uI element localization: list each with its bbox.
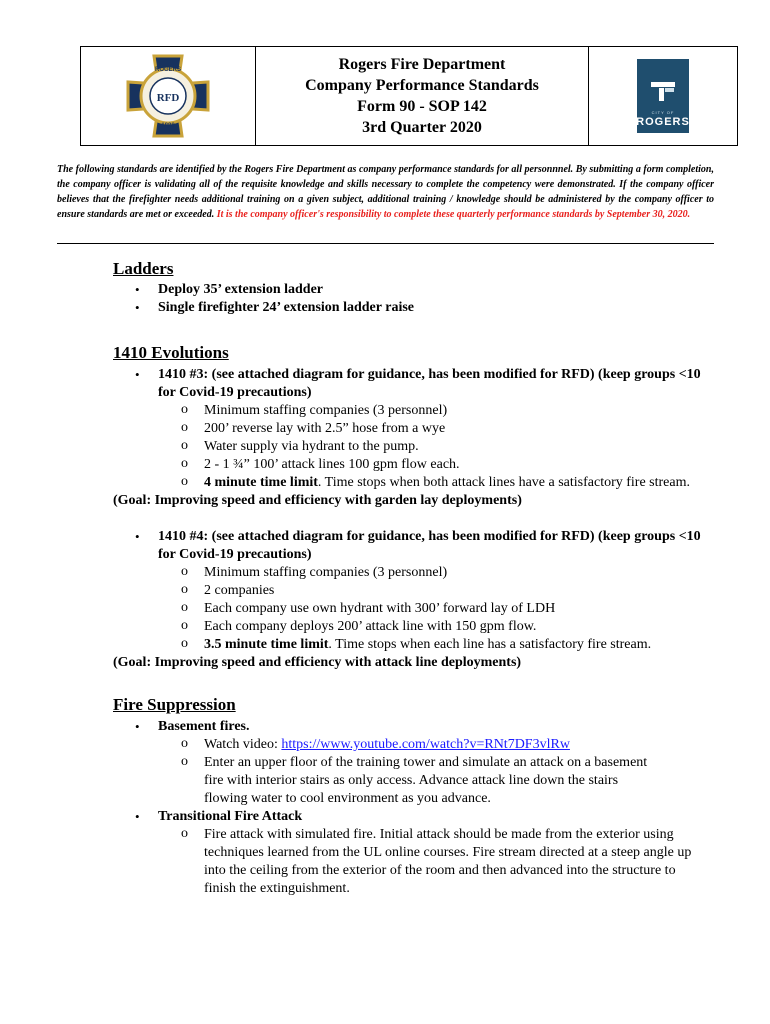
- standards-title: Company Performance Standards: [305, 77, 539, 94]
- basement-instruction-line-3: flowing water to cool environment as you advance.: [204, 791, 491, 806]
- sub-bullet-icon: o: [181, 600, 188, 615]
- fire-department-badge-icon: [125, 53, 211, 139]
- bullet-icon: •: [135, 367, 140, 382]
- section-title-fire-suppression: Fire Suppression: [113, 695, 236, 714]
- quarter-title: 3rd Quarter 2020: [362, 119, 482, 136]
- sub-bullet-icon: o: [181, 736, 188, 751]
- header-logo-cell: [81, 47, 256, 145]
- sub-bullet-icon: o: [181, 636, 188, 651]
- evolution-3-goal: (Goal: Improving speed and efficiency with garden lay deployments): [113, 493, 522, 508]
- evolution-3-line-1: 1410 #3: (see attached diagram for guidance, has been modified for RFD) (keep groups <10: [158, 367, 701, 382]
- basement-fires-label: Basement fires.: [158, 719, 250, 734]
- svg-text:ROGERS: ROGERS: [154, 67, 182, 73]
- evolution-4-goal: (Goal: Improving speed and efficiency with attack line deployments): [113, 655, 522, 670]
- intro-deadline-text: It is the company officer's responsibility to complete these quarterly performance standards by September 30, 2020.: [216, 209, 691, 220]
- bullet-icon: •: [135, 529, 140, 544]
- rogers-label: ROGERS: [636, 116, 690, 128]
- evolution-4-line-1: 1410 #4: (see attached diagram for guidance, has been modified for RFD) (keep groups <10: [158, 529, 701, 544]
- evolution-3-sub-2: 200’ reverse lay with 2.5” hose from a wye: [204, 421, 446, 436]
- transitional-attack-label: Transitional Fire Attack: [158, 809, 303, 824]
- sub-bullet-icon: o: [181, 456, 188, 471]
- evolution-4-sub-1: Minimum staffing companies (3 personnel): [204, 565, 448, 580]
- bullet-icon: •: [135, 300, 140, 315]
- sub-bullet-icon: o: [181, 474, 188, 489]
- svg-text:RFD: RFD: [156, 92, 180, 104]
- divider: [57, 243, 714, 244]
- bullet-icon: •: [135, 719, 140, 734]
- sub-bullet-icon: o: [181, 618, 188, 633]
- sub-bullet-icon: o: [181, 564, 188, 579]
- evolution-3-line-2: for Covid-19 precautions): [158, 385, 312, 400]
- evolution-3-sub-1: Minimum staffing companies (3 personnel): [204, 403, 448, 418]
- intro-text: The following standards are identified by the Rogers Fire Department as company performance standards for all personnnel. By submitting a form completion, the company officer is validating all of the requisite knowledge and skills necessary to complete the competency were demonstrated. If the company officer believes that the firefighter needs additional training on a given subject, additional training / knowledge should be administered by the company officer to ensure standards are met or exceeded.: [57, 164, 714, 220]
- basement-instruction-line-2: fire with interior stairs as only access. Advance attack line down the stairs: [204, 773, 619, 788]
- ladders-item-1: Deploy 35’ extension ladder: [158, 282, 324, 297]
- sub-bullet-icon: o: [181, 438, 188, 453]
- intro-paragraph: [57, 162, 714, 222]
- evolution-4-sub-3: Each company use own hydrant with 300’ forward lay of LDH: [204, 601, 556, 616]
- transitional-line-2: techniques learned from the UL online courses. Fire stream directed at a steep angle up: [204, 845, 692, 860]
- evolution-3-time-limit: 4 minute time limit. Time stops when both attack lines have a satisfactory fire stream.: [204, 475, 691, 490]
- form-title: Form 90 - SOP 142: [357, 98, 487, 115]
- sub-bullet-icon: o: [181, 402, 188, 417]
- transitional-line-3: into the ceiling from the exterior of the room and then advanced into the structure to: [204, 863, 676, 878]
- section-title-evolutions: 1410 Evolutions: [113, 343, 229, 362]
- svg-text:1888: 1888: [161, 123, 175, 129]
- sub-bullet-icon: o: [181, 582, 188, 597]
- rogers-emblem-icon: [649, 80, 677, 102]
- transitional-line-4: finish the extinguishment.: [204, 881, 350, 896]
- header-table: [80, 46, 738, 146]
- evolution-4-sub-2: 2 companies: [204, 583, 275, 598]
- evolution-4-line-2: for Covid-19 precautions): [158, 547, 312, 562]
- section-title-ladders: Ladders: [113, 259, 174, 278]
- city-of-label: CITY OF: [651, 110, 675, 115]
- evolution-4-time-limit: 3.5 minute time limit. Time stops when each line has a satisfactory fire stream.: [204, 637, 652, 652]
- header-title-cell: [256, 47, 589, 145]
- evolution-3-sub-3: Water supply via hydrant to the pump.: [204, 439, 419, 454]
- city-of-rogers-logo: [637, 59, 689, 133]
- basement-instruction-line-1: Enter an upper floor of the training tower and simulate an attack on a basement: [204, 755, 648, 770]
- header-city-logo-cell: [589, 47, 737, 145]
- evolution-3-sub-4: 2 - 1 ¾” 100’ attack lines 100 gpm flow each.: [204, 457, 460, 472]
- ladders-item-2: Single firefighter 24’ extension ladder raise: [158, 300, 414, 315]
- sub-bullet-icon: o: [181, 826, 188, 841]
- bullet-icon: •: [135, 809, 140, 824]
- watch-video-line: Watch video: https://www.youtube.com/watch?v=RNt7DF3vlRw: [204, 737, 570, 752]
- sub-bullet-icon: o: [181, 420, 188, 435]
- evolution-4-sub-4: Each company deploys 200’ attack line with 150 gpm flow.: [204, 619, 537, 634]
- transitional-line-1: Fire attack with simulated fire. Initial attack should be made from the exterior using: [204, 827, 674, 842]
- bullet-icon: •: [135, 282, 140, 297]
- department-title: Rogers Fire Department: [338, 56, 506, 73]
- video-link[interactable]: https://www.youtube.com/watch?v=RNt7DF3vlRw: [281, 737, 570, 752]
- sub-bullet-icon: o: [181, 754, 188, 769]
